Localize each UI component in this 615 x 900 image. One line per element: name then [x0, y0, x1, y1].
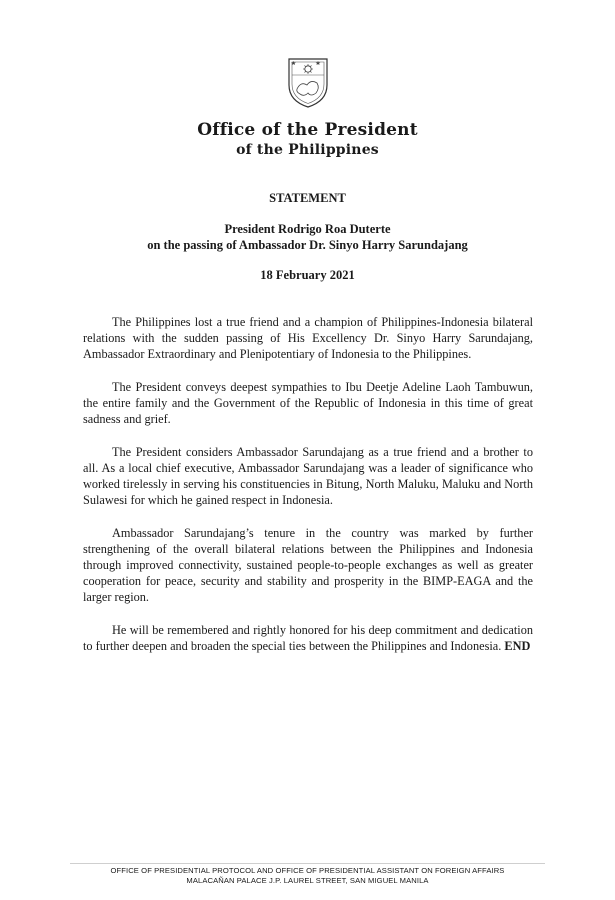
- statement-subtitle-line2: on the passing of Ambassador Dr. Sinyo Harry Sarundajang: [147, 238, 468, 252]
- body-paragraph-5-text: He will be remembered and rightly honored for his deep commitment and dedication to further deepen and broaden the special ties between the Philippines and Indonesia.: [83, 623, 533, 653]
- footer-divider: [70, 863, 545, 864]
- body-paragraph-3: The President considers Ambassador Sarundajang as a true friend and a brother to all. As a local chief executive, Ambassador Sarundajang was a leader of significance who worked tirelessly in serving his constituencies in Bitung, North Maluku, Maluku and North Sulawesi for which he gained respect in Indonesia.: [83, 445, 533, 507]
- end-mark: END: [504, 639, 531, 653]
- statement-date: 18 February 2021: [260, 268, 355, 282]
- body-paragraph-4: Ambassador Sarundajang’s tenure in the country was marked by further strengthening of the overall bilateral relations between the Philippines and Indonesia through improved connectivity, sustained people-to-people exchanges as well as greater cooperation for peace, security and stability and prosperity in the BIMP-EAGA and the larger region.: [83, 526, 533, 604]
- body-paragraph-2: The President conveys deepest sympathies to Ibu Deetje Adeline Laoh Tambuwun, the entire family and the Government of the Republic of Indonesia in this time of great sadness and grief.: [83, 380, 533, 426]
- footer-line1: OFFICE OF PRESIDENTIAL PROTOCOL AND OFFICE OF PRESIDENTIAL ASSISTANT ON FOREIGN AFFAIRS: [110, 866, 505, 875]
- office-title-line2: of the Philippines: [236, 142, 379, 158]
- body-paragraph-1: The Philippines lost a true friend and a champion of Philippines-Indonesia bilateral relations with the sudden passing of His Excellency Dr. Sinyo Harry Sarundajang, Ambassador Extraordinary and Plenipotentiary of Indonesia to the Philippines.: [83, 315, 533, 361]
- presidential-seal-icon: [285, 55, 331, 109]
- body-paragraph-5: [83, 622, 533, 654]
- footer-line2: MALACAÑAN PALACE J.P. LAUREL STREET, SAN MIGUEL MANILA: [186, 876, 429, 885]
- statement-body: [83, 314, 533, 671]
- statement-subtitle-line1: President Rodrigo Roa Duterte: [224, 222, 391, 236]
- statement-label: STATEMENT: [269, 191, 346, 205]
- office-title-line1: Office of the President: [197, 120, 418, 140]
